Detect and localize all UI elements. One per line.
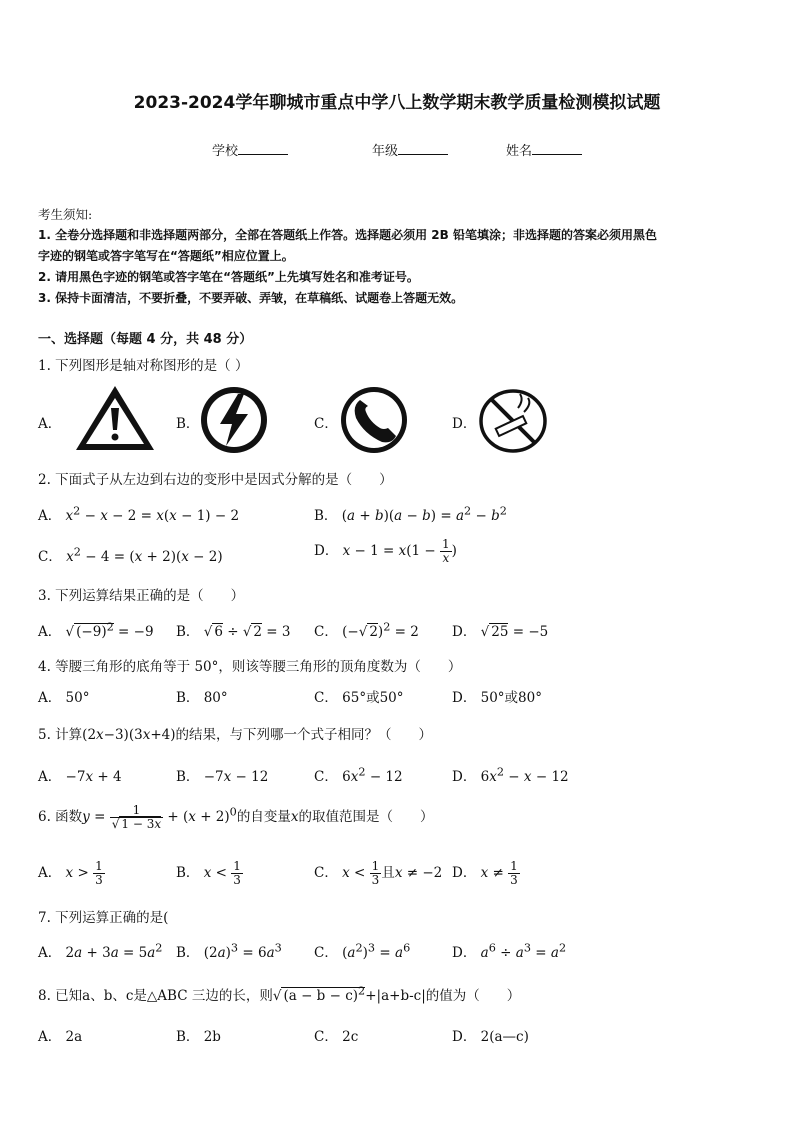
q2-option-c[interactable]: C． $x^2 - 4 = (x + 2)(x - 2)$ [38, 545, 223, 565]
warning-triangle-icon [74, 384, 156, 452]
q8-option-d[interactable]: D． 2(a—c) [452, 1029, 529, 1045]
q8-option-b[interactable]: B． 2b [176, 1029, 221, 1045]
question-3: 3. 下列运算结果正确的是（ ） [38, 588, 245, 604]
question-1: 1. 下列图形是轴对称图形的是（ ） [38, 358, 249, 374]
q4-option-d[interactable]: D． 50°或80° [452, 690, 542, 706]
section-heading: 一、选择题（每题 4 分，共 48 分） [38, 332, 253, 347]
name-field[interactable]: 姓名 [506, 140, 582, 159]
q5-option-a[interactable]: A． −7x + 4 [38, 769, 122, 785]
q8-option-c[interactable]: C． 2c [314, 1029, 359, 1045]
q6-option-b[interactable]: B． x < $\frac{1}{3}$ [176, 859, 241, 887]
q6-option-c[interactable]: C． x < $\frac{1}{3}$ 且x ≠ −2 [314, 859, 443, 887]
grade-field[interactable]: 年级 [372, 140, 448, 159]
q6-option-a[interactable]: A． x > $\frac{1}{3}$ [38, 859, 103, 887]
question-8: 8. 已知a、b、c是△ABC 三边的长，则√ $(a - b - c)^2+|a+b-c|$的值为（ ） [38, 984, 521, 1004]
q7-option-b[interactable]: B． $(2a)^3 = 6a^3$ [176, 941, 282, 961]
q3-option-b[interactable]: B． √ 6 ÷ √ 2 = 3 [176, 624, 291, 640]
instructions-heading: 考生须知: [38, 207, 93, 222]
q4-option-a[interactable]: A． 50° [38, 690, 90, 706]
instruction-item: 2. 请用黑色字迹的钢笔或答字笔在“答题纸”上先填写姓名和准考证号。 [38, 270, 419, 284]
q3-option-c[interactable]: C． (−√ 2)$^2$ = 2 [314, 620, 419, 640]
q7-option-d[interactable]: D． $a^6 \div a^3 = a^2$ [452, 941, 567, 961]
instruction-item: 1. 全卷分选择题和非选择题两部分，全部在答题纸上作答。选择题必须用 2B 铅笔填涂；非选择题的答案必须用黑色 [38, 228, 657, 242]
phone-icon [338, 384, 410, 456]
no-smoking-icon [478, 388, 548, 454]
instruction-item: 3. 保持卡面清洁，不要折叠，不要弄破、弄皱，在草稿纸、试题卷上答题无效。 [38, 291, 464, 305]
q1-option-a[interactable]: A． [38, 416, 62, 432]
question-7: 7. 下列运算正确的是( [38, 910, 169, 926]
q7-option-c[interactable]: C． $(a^2)^3 = a^6$ [314, 941, 411, 961]
q2-option-a[interactable]: A． $x^2 - x - 2 = x(x - 1) - 2$ [38, 504, 240, 524]
q2-option-b[interactable]: B． $(a + b)(a - b) = a^2 - b^2$ [314, 504, 507, 524]
q6-option-d[interactable]: D． x ≠ $\frac{1}{3}$ [452, 859, 518, 887]
exam-instructions [38, 204, 758, 309]
question-5: 5. 计算(2x−3)(3x+4)的结果，与下列哪一个式子相同？（ ） [38, 727, 432, 743]
page-title: 2023-2024学年聊城市重点中学八上数学期末教学质量检测模拟试题 [133, 93, 661, 113]
instruction-item: 字迹的钢笔或答字笔写在“答题纸”相应位置上。 [38, 249, 294, 263]
q5-option-b[interactable]: B． −7x − 12 [176, 769, 269, 785]
q2-option-d[interactable]: D． x − 1 = x(1 − $\frac{1}{x}$ ) [314, 537, 457, 565]
q5-option-d[interactable]: D． $6x^2 - x - 12$ [452, 765, 569, 785]
q1-option-d[interactable]: D． [452, 416, 477, 432]
q8-option-a[interactable]: A． 2a [38, 1029, 83, 1045]
school-field[interactable]: 学校 [212, 140, 288, 159]
question-6: 6. 函数y = $\frac{1}{√ 1 - 3x}$ + $(x + 2)^0$的自变量x的取值范围是（ ） [38, 803, 434, 831]
high-voltage-icon [198, 384, 270, 456]
q1-option-b[interactable]: B． [176, 416, 200, 432]
q4-option-b[interactable]: B． 80° [176, 690, 228, 706]
question-2: 2. 下面式子从左边到右边的变形中是因式分解的是（ ） [38, 472, 393, 488]
q4-option-c[interactable]: C． 65°或50° [314, 690, 404, 706]
q3-option-d[interactable]: D． √ 25 = −5 [452, 624, 549, 640]
question-4: 4. 等腰三角形的底角等于 50°，则该等腰三角形的顶角度数为（ ） [38, 659, 462, 675]
q7-option-a[interactable]: A． $2a + 3a = 5a^2$ [38, 941, 163, 961]
q1-option-c[interactable]: C． [314, 416, 338, 432]
q5-option-c[interactable]: C． $6x^2 - 12$ [314, 765, 403, 785]
q3-option-a[interactable]: A． √ $(-9)^2 = -9$ [38, 620, 154, 640]
